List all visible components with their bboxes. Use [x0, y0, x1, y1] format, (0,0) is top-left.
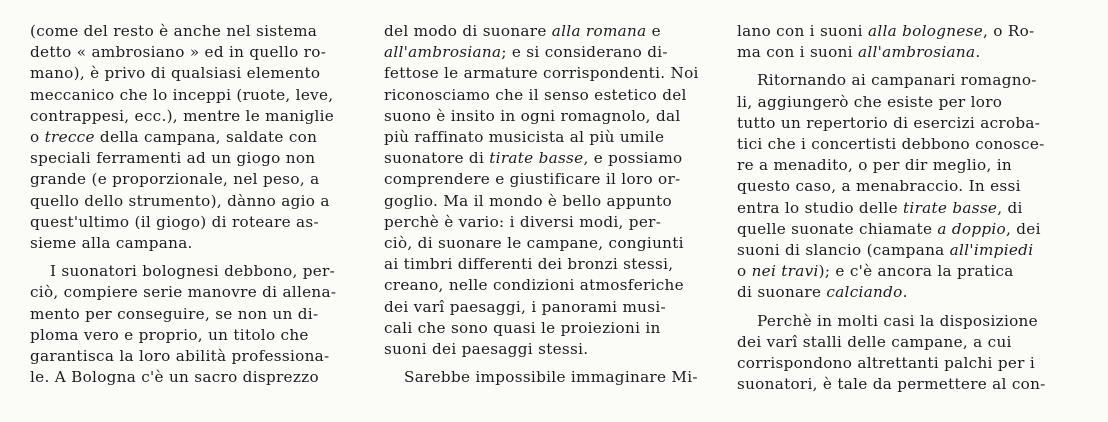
- text-line: [384, 127, 714, 148]
- text-line: [384, 212, 714, 233]
- text-line: [737, 176, 1077, 197]
- text-segment: , di: [997, 198, 1023, 217]
- text-line: [737, 261, 1077, 282]
- text-segment: Sarebbe impossibile immaginare Mi-: [404, 368, 698, 387]
- text-line: [30, 325, 360, 346]
- text-segment: dei varî paesaggi, i panorami musi-: [384, 297, 666, 316]
- text-segment: quelle suonate chiamate: [737, 219, 938, 238]
- text-line: [737, 282, 1077, 303]
- text-segment: entra lo studio delle: [737, 198, 904, 217]
- text-line: [384, 297, 714, 318]
- text-line: [737, 240, 1077, 261]
- text-segment: comprendere e giustificare il loro or-: [384, 170, 681, 189]
- italic-text-segment: tirate basse: [489, 149, 584, 168]
- text-segment: fettose le armature corrispondenti. Noi: [384, 64, 699, 83]
- text-segment: lano con i suoni: [737, 22, 868, 40]
- text-line: [30, 191, 360, 212]
- text-segment: , e possiamo: [583, 149, 683, 168]
- text-segment: ; e si considerano di-: [501, 43, 668, 62]
- text-segment: mento per conseguire, se non un di-: [30, 304, 319, 323]
- text-segment: sieme alla campana.: [30, 234, 193, 253]
- text-line: [384, 169, 714, 190]
- text-segment: suono è insito in ogni romagnolo, dal: [384, 106, 681, 125]
- text-segment: ciò, compiere serie manovre di allena-: [30, 283, 337, 302]
- text-line: [737, 134, 1077, 155]
- italic-text-segment: calciando: [826, 283, 903, 302]
- text-column-3: [737, 21, 1077, 395]
- text-segment: cali che sono quasi le proiezioni in: [384, 318, 661, 337]
- text-line: [737, 155, 1077, 176]
- text-line: [384, 106, 714, 127]
- text-segment: re a menadito, o per dir meglio, in: [737, 156, 1013, 175]
- text-line: [30, 106, 360, 127]
- text-segment: .: [975, 43, 981, 62]
- italic-text-segment: nei travi: [751, 262, 819, 281]
- text-segment: o: [30, 128, 45, 147]
- text-segment: li, aggiungerò che esiste per loro: [737, 92, 1003, 111]
- italic-text-segment: tirate basse: [903, 198, 998, 217]
- text-segment: goglio. Ma il mondo è bello appunto: [384, 191, 672, 210]
- text-line: [384, 21, 714, 42]
- text-line: [737, 353, 1077, 374]
- text-segment: Perchè in molti casi la disposizione: [757, 311, 1038, 330]
- text-segment: quest'ultimo (il giogo) di roteare as-: [30, 212, 319, 231]
- text-segment: suonatore di: [384, 149, 490, 168]
- text-line: [384, 85, 714, 106]
- text-line: [30, 63, 360, 84]
- text-column-2: [384, 21, 714, 388]
- italic-text-segment: all'impiedi: [949, 241, 1034, 260]
- text-segment: ai timbri differenti dei bronzi stessi,: [384, 255, 674, 274]
- text-segment: mano), è privo di qualsiasi elemento: [30, 64, 321, 83]
- italic-text-segment: alla bolognese: [867, 22, 984, 40]
- text-segment: meccanico che lo inceppi (ruote, leve,: [30, 85, 334, 104]
- text-segment: , dei: [1006, 219, 1041, 238]
- text-segment: suoni dei paesaggi stessi.: [384, 340, 589, 359]
- italic-text-segment: all'ambrosiana: [857, 43, 976, 62]
- text-segment: corrispondono altrettanti palchi per i: [737, 354, 1035, 373]
- italic-text-segment: all'ambrosiana: [384, 43, 502, 62]
- text-segment: più raffinato musicista al più umile: [384, 128, 665, 147]
- text-line: [737, 113, 1077, 134]
- text-segment: e: [646, 22, 661, 40]
- text-line: [30, 282, 360, 303]
- text-line: [384, 42, 714, 63]
- text-line: [384, 254, 714, 275]
- text-line: [384, 148, 714, 169]
- text-segment: garantisca la loro abilità professiona-: [30, 347, 330, 366]
- text-segment: , o Ro-: [983, 22, 1035, 40]
- text-line: [30, 367, 360, 388]
- text-segment: I suonatori bolognesi debbono, per-: [50, 262, 336, 281]
- text-line: [737, 42, 1077, 63]
- text-line: [384, 63, 714, 84]
- text-segment: ciò, di suonare le campane, congiunti: [384, 234, 684, 253]
- text-column-1: [30, 21, 360, 388]
- text-segment: dei varî stalli delle campane, a cui: [737, 332, 1012, 351]
- text-segment: tutto un repertorio di esercizi acroba-: [737, 113, 1041, 132]
- text-line: [737, 70, 1077, 91]
- text-segment: del modo di suonare: [384, 22, 552, 40]
- text-segment: suoni di slancio (campana: [737, 241, 950, 260]
- italic-text-segment: alla romana: [551, 22, 647, 40]
- italic-text-segment: trecce: [44, 128, 95, 147]
- text-line: [737, 332, 1077, 353]
- text-segment: detto « ambrosiano » ed in quello ro-: [30, 43, 327, 62]
- text-segment: .: [902, 283, 908, 302]
- text-segment: (come del resto è anche nel sistema: [30, 22, 318, 40]
- text-line: [384, 275, 714, 296]
- text-segment: creano, nelle condizioni atmosferiche: [384, 276, 684, 295]
- text-line: [30, 169, 360, 190]
- text-line: [384, 318, 714, 339]
- text-line: [30, 346, 360, 367]
- text-segment: contrappesi, ecc.), mentre le maniglie: [30, 106, 335, 125]
- text-segment: di suonare: [737, 283, 827, 302]
- text-segment: quello dello strumento), dànno agio a: [30, 191, 330, 210]
- text-line: [30, 212, 360, 233]
- text-line: [30, 233, 360, 254]
- text-line: [30, 304, 360, 325]
- text-line: [384, 233, 714, 254]
- text-segment: le. A Bologna c'è un sacro disprezzo: [30, 368, 319, 387]
- text-line: [737, 374, 1077, 395]
- text-line: [737, 21, 1077, 42]
- text-line: [30, 261, 360, 282]
- text-line: [30, 42, 360, 63]
- text-segment: ploma vero e proprio, un titolo che: [30, 325, 309, 344]
- text-line: [30, 127, 360, 148]
- text-line: [384, 367, 714, 388]
- text-line: [737, 92, 1077, 113]
- text-segment: Ritornando ai campanari romagno-: [757, 71, 1037, 90]
- text-line: [30, 21, 360, 42]
- text-segment: riconosciamo che il senso estetico del: [384, 85, 687, 104]
- text-segment: ); e c'è ancora la pratica: [818, 262, 1014, 281]
- text-segment: grande (e proporzionale, nel peso, a: [30, 170, 320, 189]
- text-segment: speciali ferramenti ad un giogo non: [30, 149, 316, 168]
- text-segment: perchè è vario: i diversi modi, per-: [384, 212, 662, 231]
- text-segment: tici che i concertisti debbono conosce-: [737, 135, 1045, 154]
- text-line: [384, 339, 714, 360]
- text-line: [30, 148, 360, 169]
- text-segment: o: [737, 262, 752, 281]
- text-segment: della campana, saldate con: [94, 128, 318, 147]
- text-line: [737, 311, 1077, 332]
- text-segment: questo caso, a menabraccio. In essi: [737, 177, 1021, 196]
- text-line: [737, 198, 1077, 219]
- text-line: [737, 219, 1077, 240]
- text-segment: suonatori, è tale da permettere al con-: [737, 375, 1046, 394]
- text-segment: ma con i suoni: [737, 43, 858, 62]
- italic-text-segment: a doppio: [937, 219, 1007, 238]
- text-line: [30, 85, 360, 106]
- text-line: [384, 191, 714, 212]
